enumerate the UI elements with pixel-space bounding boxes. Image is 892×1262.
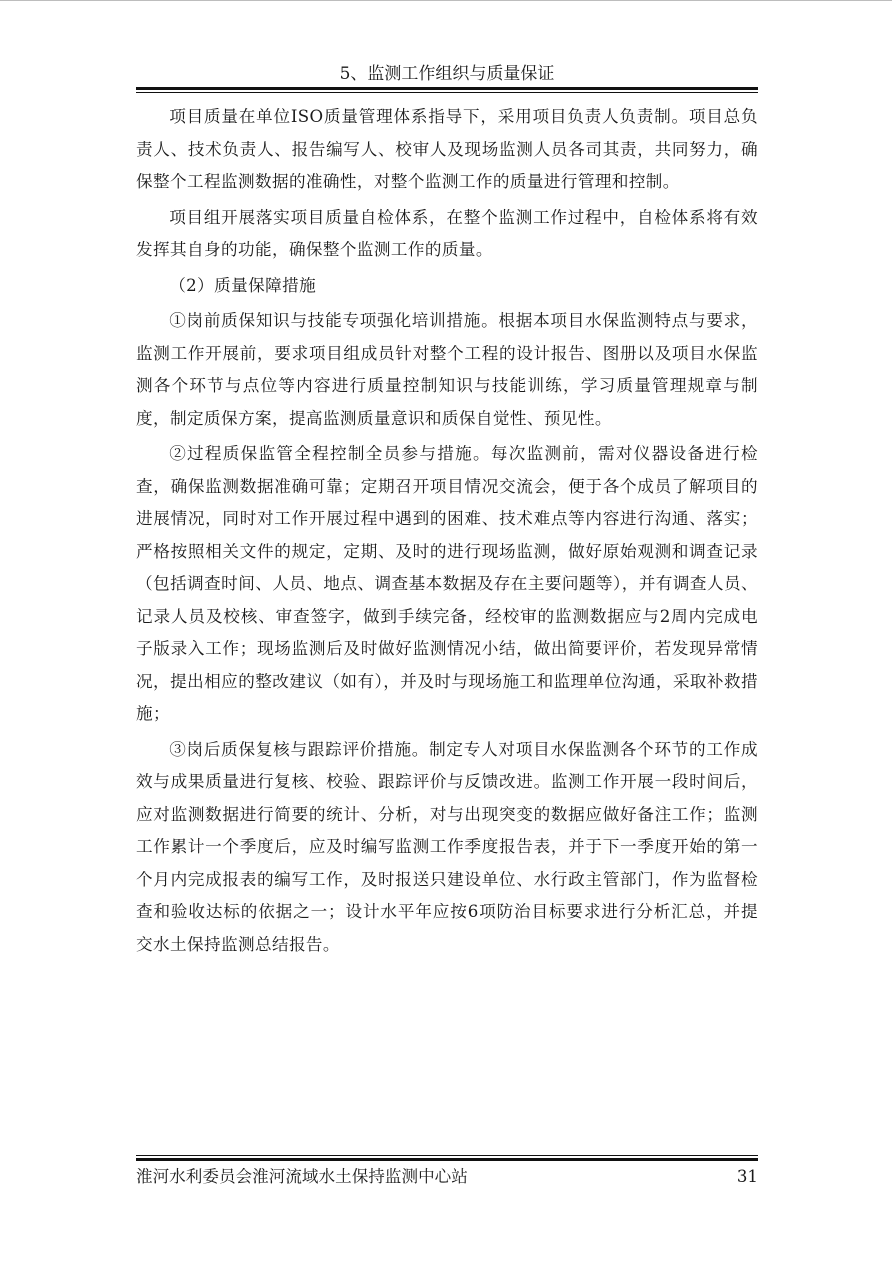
page-top-edge (0, 0, 892, 1)
header-rule-thin (136, 92, 758, 93)
footer-rule-thick (136, 1158, 758, 1161)
paragraph-measure-3: ③岗后质保复核与跟踪评价措施。制定专人对项目水保监测各个环节的工作成效与成果质量进行复核、校验、跟踪评价与反馈改进。监测工作开展一段时间后，应对监测数据进行简要的统计、分析，对与出现突变的数据应做好备注工作；监测工作累计一个季度后，应及时编写监测工作季度报告表，并于下一季度开始的第一个月内完成报表的编写工作，及时报送只建设单位、水行政主管部门，作为监督检查和验收达标的依据之一；设计水平年应按6项防治目标要求进行分析汇总，并提交水土保持监测总结报告。 (136, 739, 758, 954)
footer-organization: 淮河水利委员会淮河流域水土保持监测中心站 (136, 1167, 468, 1186)
running-header: 5、监测工作组织与质量保证 (339, 64, 555, 84)
footer-rule-thin (136, 1155, 758, 1156)
header-rule-thick (136, 87, 758, 90)
paragraph-measure-2: ②过程质保监管全程控制全员参与措施。每次监测前，需对仪器设备进行检查，确保监测数据准确可靠；定期召开项目情况交流会，便于各个成员了解项目的进展情况，同时对工作开展过程中遇到的困难、技术难点等内容进行沟通、落实；严格按照相关文件的规定，定期、及时的进行现场监测，做好原始观测和调查记录（包括调查时间、人员、地点、调查基本数据及存在主要问题等），并有调查人员、记录人员及校核、审查签字，做到手续完备，经校审的监测数据应与2周内完成电子版录入工作；现场监测后及时做好监测情况小结，做出简要评价，若发现异常情况，提出相应的整改建议（如有），并及时与现场施工和监理单位沟通，采取补救措施； (136, 444, 758, 723)
paragraph-quality-system: 项目质量在单位ISO质量管理体系指导下，采用项目负责人负责制。项目总负责人、技术负责人、报告编写人、校审人及现场监测人员各司其责，共同努力，确保整个工程监测数据的准确性，对整个监测工作的质量进行管理和控制。 (136, 107, 758, 191)
body-text (136, 101, 758, 961)
paragraph-measure-1: ①岗前质保知识与技能专项强化培训措施。根据本项目水保监测特点与要求，监测工作开展前，要求项目组成员针对整个工程的设计报告、图册以及项目水保监测各个环节与点位等内容进行质量控制知识与技能训练，学习质量管理规章与制度，制定质保方案，提高监测质量意识和质保自觉性、预见性。 (136, 311, 758, 428)
section-heading-quality-measures: （2）质量保障措施 (169, 275, 317, 295)
page-number: 31 (736, 1167, 758, 1186)
paragraph-self-check: 项目组开展落实项目质量自检体系，在整个监测工作过程中，自检体系将有效发挥其自身的功能，确保整个监测工作的质量。 (136, 207, 758, 259)
